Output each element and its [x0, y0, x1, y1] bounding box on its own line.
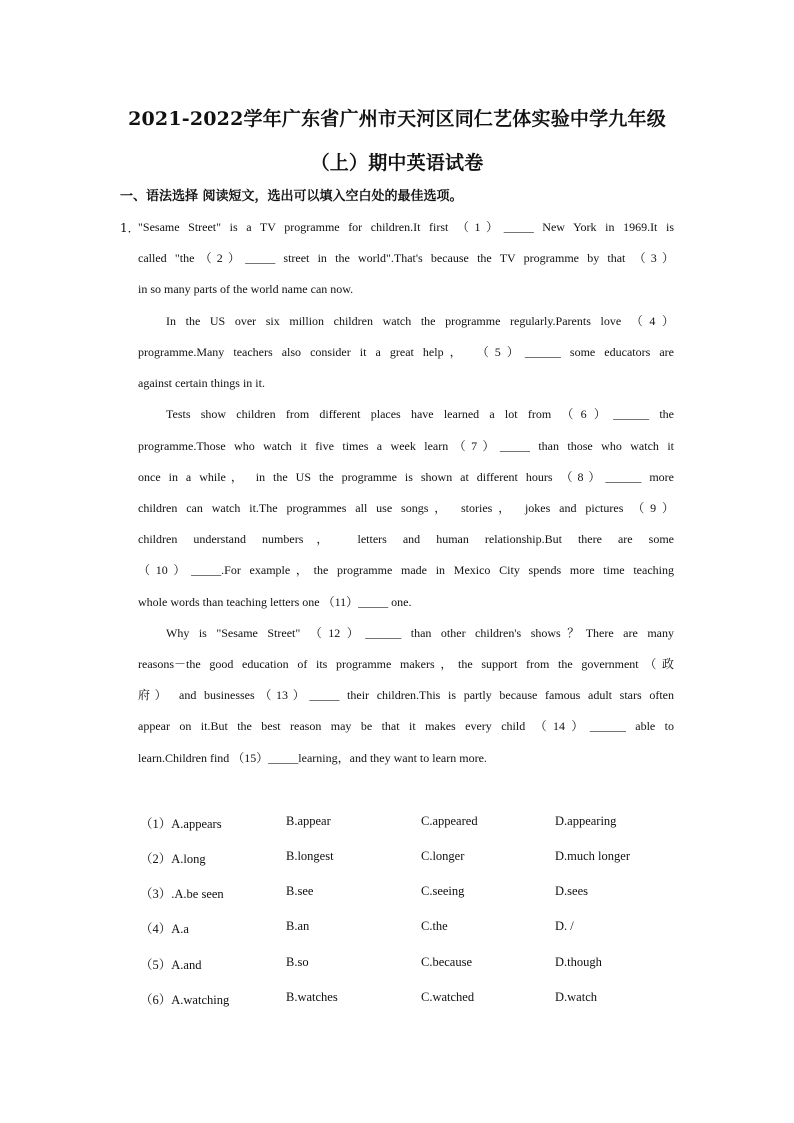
option-c[interactable]: C.watched [421, 990, 475, 1004]
option-a[interactable]: （6）A.watching [140, 993, 230, 1007]
option-b[interactable]: B.so [286, 955, 309, 969]
passage-line: programme.Those who watch it five times a week learn（7）_____ than those who watch it [138, 439, 674, 453]
option-c[interactable]: C.longer [421, 849, 465, 863]
option-a[interactable]: （1）A.appears [140, 817, 222, 831]
option-c[interactable]: C.the [421, 919, 448, 933]
option-a[interactable]: （4）A.a [140, 922, 189, 936]
option-a[interactable]: （2）A.long [140, 852, 206, 866]
option-b[interactable]: B.an [286, 919, 310, 933]
passage-line: children understand numbers， letters and human relationship.But there are some [138, 532, 674, 546]
option-a[interactable]: （5）A.and [140, 958, 202, 972]
option-b[interactable]: B.appear [286, 814, 331, 828]
exam-title-line2: （上）期中英语试卷 [310, 152, 484, 174]
option-a[interactable]: （3）.A.be seen [140, 887, 224, 901]
passage-line: whole words than teaching letters one （11）_____ one. [138, 595, 412, 609]
option-d[interactable]: D.though [555, 955, 602, 969]
exam-title-line1: 2021-2022学年广东省广州市天河区同仁艺体实验中学九年级 [128, 108, 666, 130]
option-d[interactable]: D.watch [555, 990, 597, 1004]
passage-line: in so many parts of the world name can now. [138, 282, 354, 296]
question-number: 1． [120, 221, 140, 235]
passage-line: Tests show children from different places have learned a lot from （6）______ the [166, 407, 674, 421]
option-d[interactable]: D. / [555, 919, 574, 933]
option-b[interactable]: B.longest [286, 849, 334, 863]
passage-line: learn.Children find （15）_____learning，and they want to learn more. [138, 751, 487, 765]
passage-line: （10）_____.For example，the programme made in Mexico City spends more time teaching [138, 563, 674, 577]
passage-line: once in a while， in the US the programme is shown at different hours （8）______ more [138, 470, 674, 484]
option-d[interactable]: D.much longer [555, 849, 630, 863]
option-c[interactable]: C.because [421, 955, 473, 969]
option-d[interactable]: D.sees [555, 884, 588, 898]
passage-line: programme.Many teachers also consider it a great help， （5）______ some educators are [138, 345, 674, 359]
option-c[interactable]: C.seeing [421, 884, 465, 898]
passage-line: 府） and businesses（13）_____ their children.This is partly because famous adult stars often [138, 688, 674, 702]
passage-line: children can watch it.The programmes all use songs， stories， jokes and pictures （9） [138, 501, 674, 515]
option-c[interactable]: C.appeared [421, 814, 478, 828]
passage-line: against certain things in it. [138, 376, 265, 390]
option-d[interactable]: D.appearing [555, 814, 617, 828]
passage-line: In the US over six million children watch the programme regularly.Parents love （4） [166, 314, 674, 328]
option-b[interactable]: B.see [286, 884, 314, 898]
passage-line: Why is "Sesame Street" （12）______ than other children's shows？There are many [166, 626, 674, 640]
passage-line: appear on it.But the best reason may be that it makes every child （14）______ able to [138, 719, 674, 733]
passage-line: "Sesame Street" is a TV programme for children.It first （1）_____ New York in 1969.It is [138, 220, 674, 234]
section-heading: 一、语法选择 阅读短文，选出可以填入空白处的最佳选项。 [120, 189, 463, 204]
passage-line: called "the（2）_____ street in the world".That's because the TV programme by that （3） [138, 251, 674, 265]
passage-line: reasons－the good education of its programme makers，the support from the government（政 [138, 657, 674, 671]
option-b[interactable]: B.watches [286, 990, 338, 1004]
